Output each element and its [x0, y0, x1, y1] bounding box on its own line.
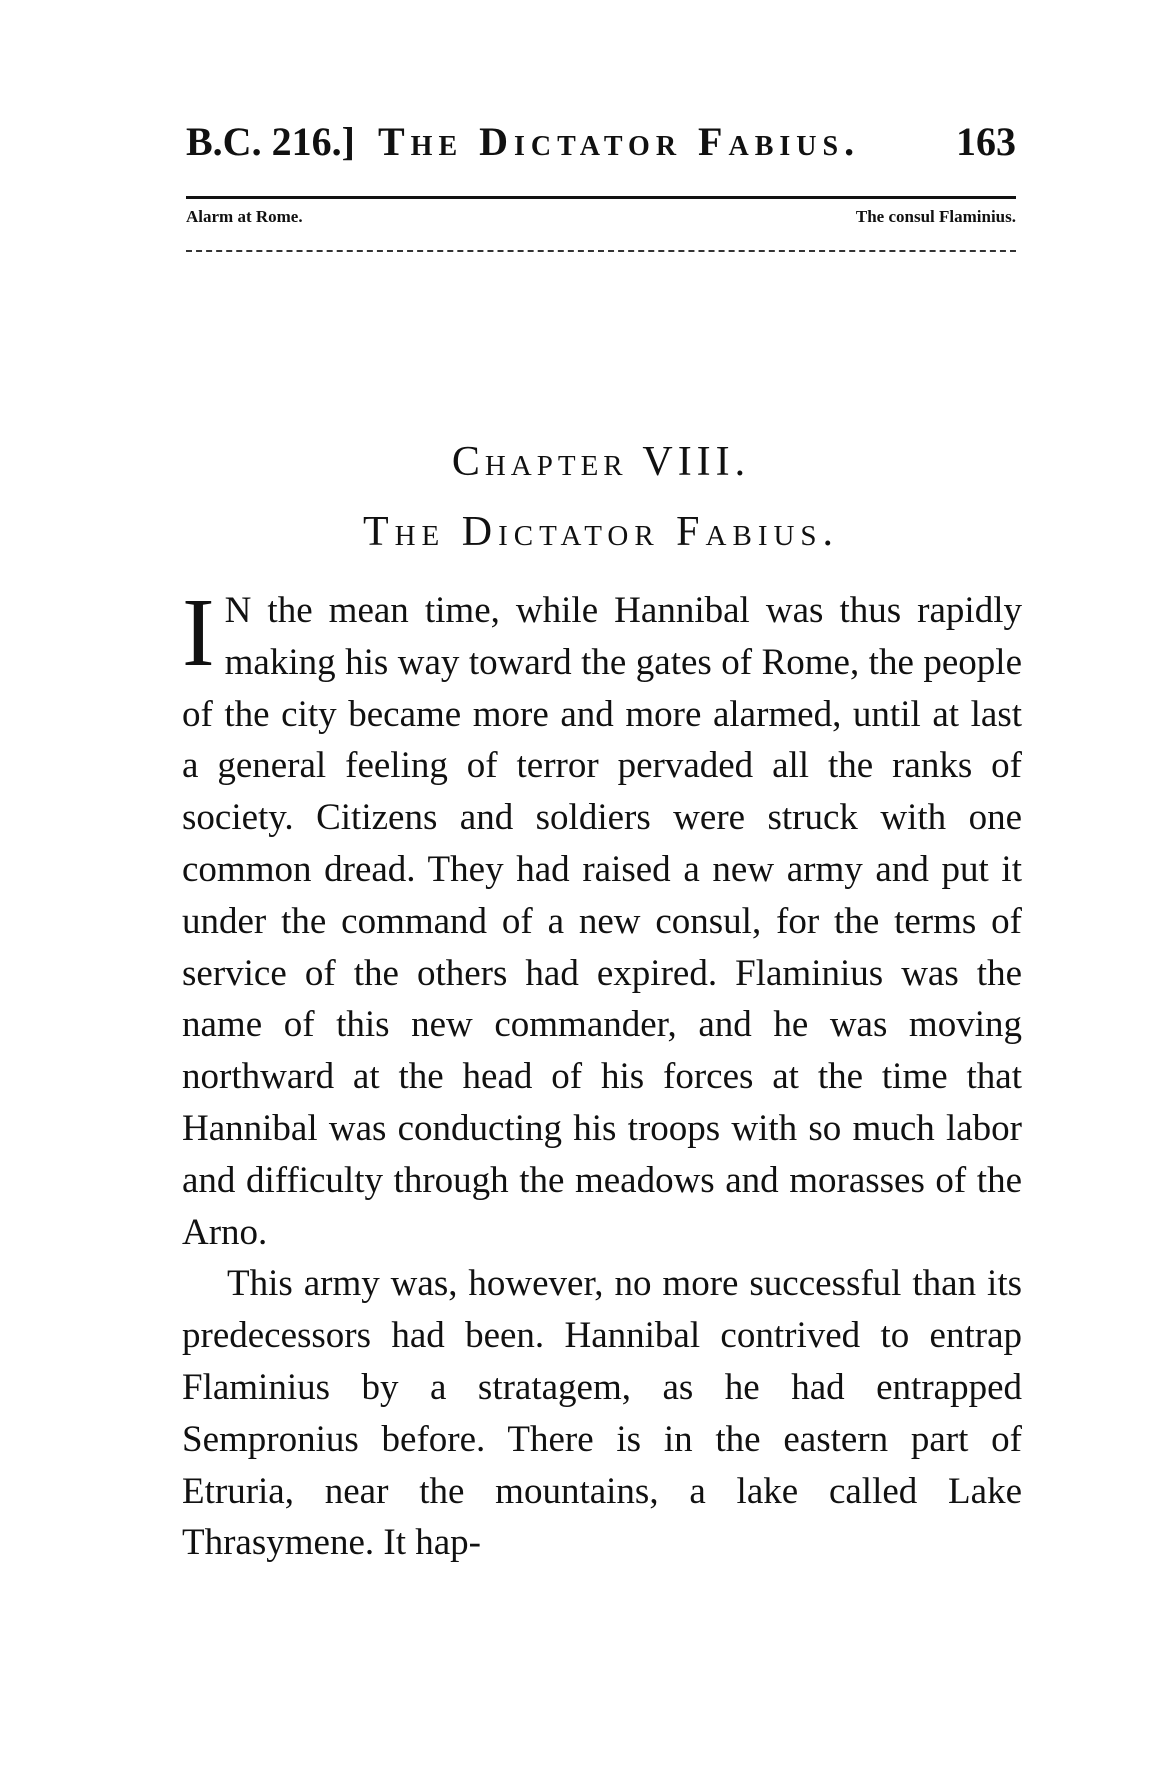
sidenote-rule [186, 250, 1016, 252]
chapter-title: The Dictator Fabius. [362, 509, 840, 555]
running-head-year: B.C. 216.] [186, 119, 355, 164]
running-head-title: The Dictator Fabius. [378, 119, 861, 164]
sidenote-right: The consul Flaminius. [855, 207, 1016, 226]
running-head [186, 118, 1016, 178]
paragraph-2: This army was, however, no more successful than its predecessors had been. Hannibal contrived to entrap Flaminius by a stratagem, as he had entrapped Sempronius before. There is in the eastern part of Etruria, near the mountains, a lake called Lake Thrasymene. It hap- [182, 1263, 1022, 1564]
body-text [182, 579, 1022, 1569]
paragraph-1 [182, 579, 1022, 1258]
paragraph-1-text: N the mean time, while Hannibal was thus rapidly making his way toward the gates of Rome, the people of the city became more and more alarmed, until at last a general feeling of terror pervaded all the ranks of society. Citizens and soldiers were struck with one common dread. They had raised a new army and put it under the command of a new consul, for the terms of service of the others had expired. Flaminius was the name of this new commander, and he was moving northward at the head of his forces at the time that Hannibal was conducting his troops with so much labor and difficulty through the meadows and morasses of the Arno. [182, 590, 1022, 1253]
chapter-label: Chapter VIII. [451, 439, 751, 485]
drop-cap: I [182, 579, 215, 687]
sidenote-left: Alarm at Rome. [186, 207, 303, 226]
header-rule [186, 196, 1016, 199]
page-number: 163 [956, 119, 1016, 164]
